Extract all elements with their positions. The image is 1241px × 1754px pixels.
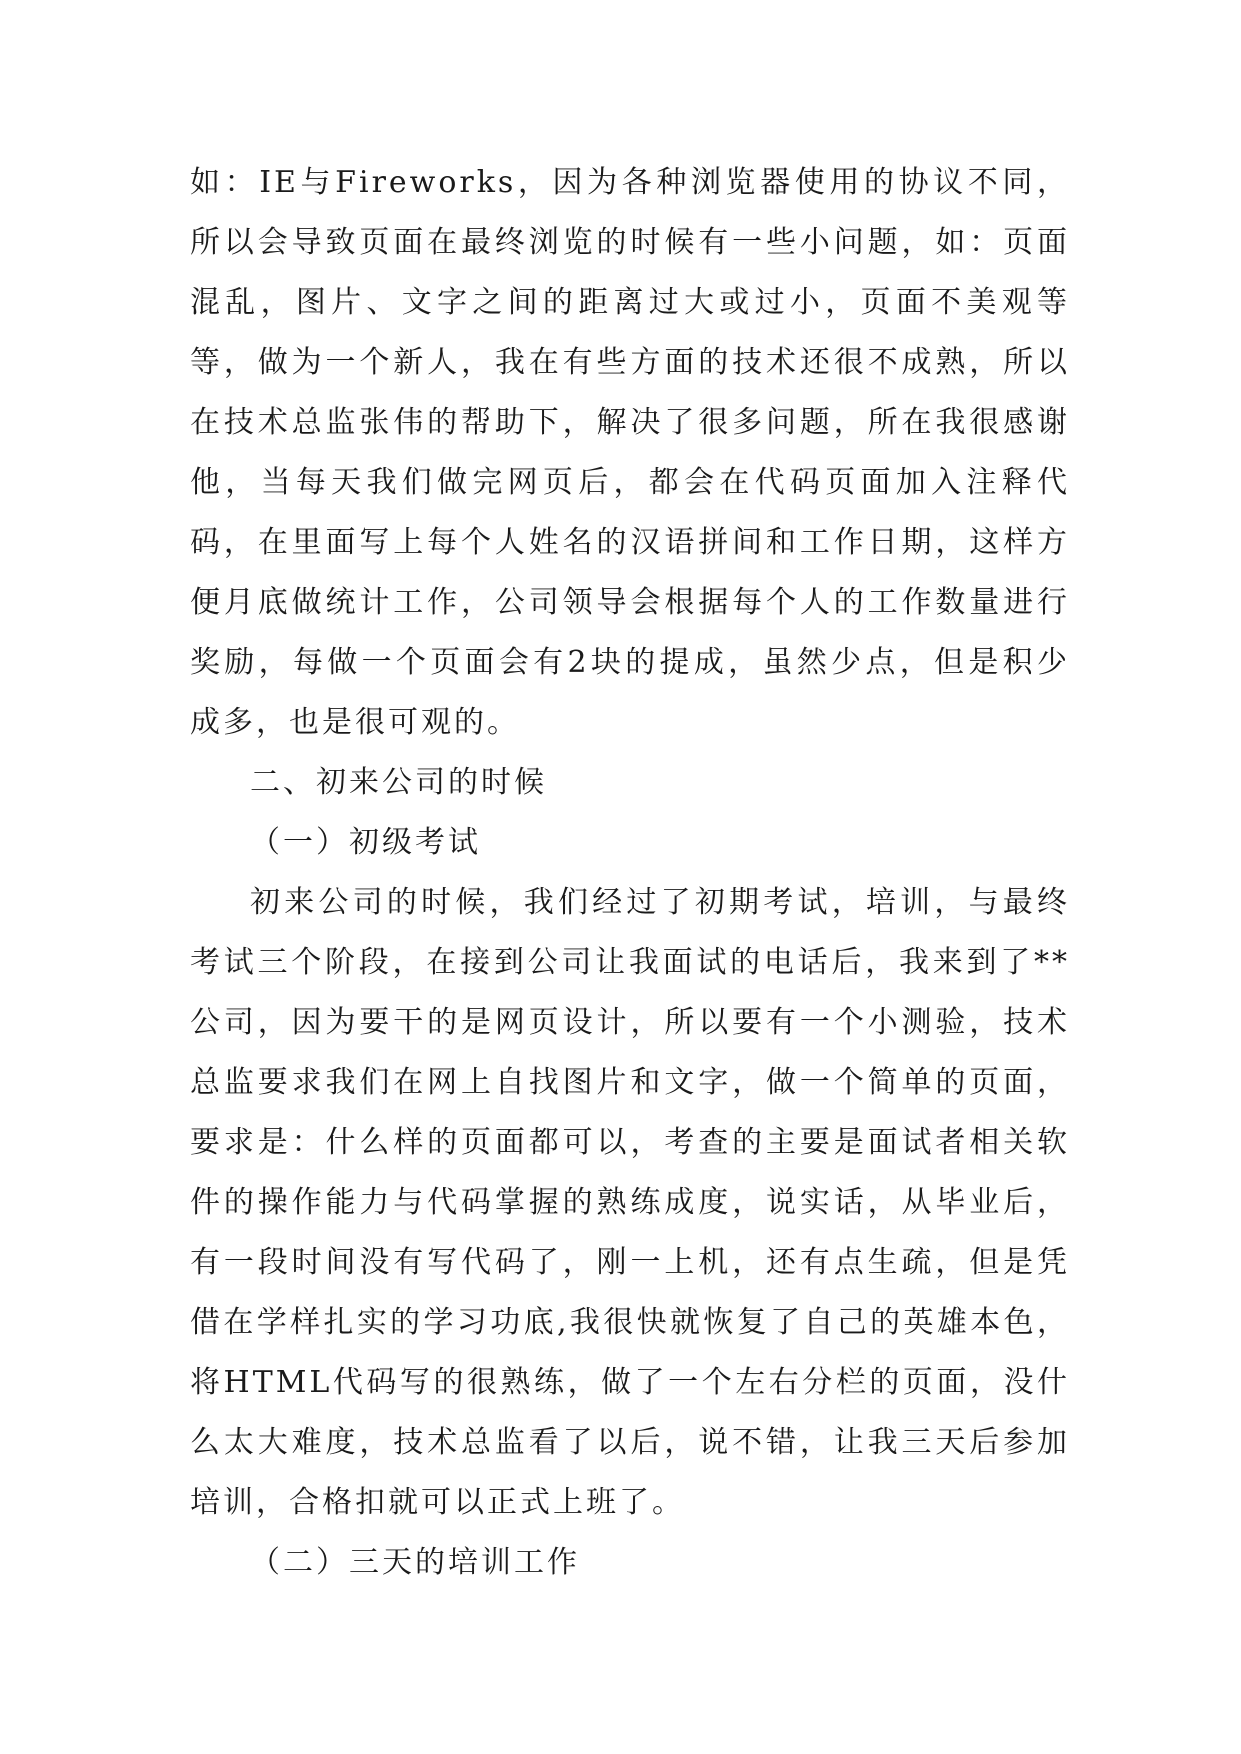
continuation-paragraph: 如：IE与Fireworks，因为各种浏览器使用的协议不同，所以会导致页面在最终浏览的时候有一些小问题，如：页面混乱，图片、文字之间的距离过大或过小，页面不美观等等，做为一个新人，我在有些方面的技术还很不成熟，所以在技术总监张伟的帮助下，解决了很多问题，所在我很感谢他，当每天我们做完网页后，都会在代码页面加入注释代码，在里面写上每个人姓名的汉语拼间和工作日期，这样方便月底做统计工作，公司领导会根据每个人的工作数量进行奖励，每做一个页面会有2块的提成，虽然少点，但是积少成多，也是很可观的。 (190, 165, 1070, 740)
subsection-1-body: 初来公司的时候，我们经过了初期考试，培训，与最终考试三个阶段，在接到公司让我面试的电话后，我来到了**公司，因为要干的是网页设计，所以要有一个小测验，技术总监要求我们在网上自找图片和文字，做一个简单的页面，要求是：什么样的页面都可以，考查的主要是面试者相关软件的操作能力与代码掌握的熟练成度，说实话，从毕业后，有一段时间没有写代码了，刚一上机，还有点生疏，但是凭借在学样扎实的学习功底,我很快就恢复了自己的英雄本色，将HTML代码写的很熟练，做了一个左右分栏的页面，没什么太大难度，技术总监看了以后，说不错，让我三天后参加培训，合格扣就可以正式上班了。 (190, 885, 1070, 1520)
subsection-1-heading: （一）初级考试 (250, 825, 481, 860)
section-heading: 二、初来公司的时候 (250, 765, 547, 800)
document-body (190, 153, 1070, 1593)
subsection-2-heading: （二）三天的培训工作 (250, 1545, 580, 1580)
